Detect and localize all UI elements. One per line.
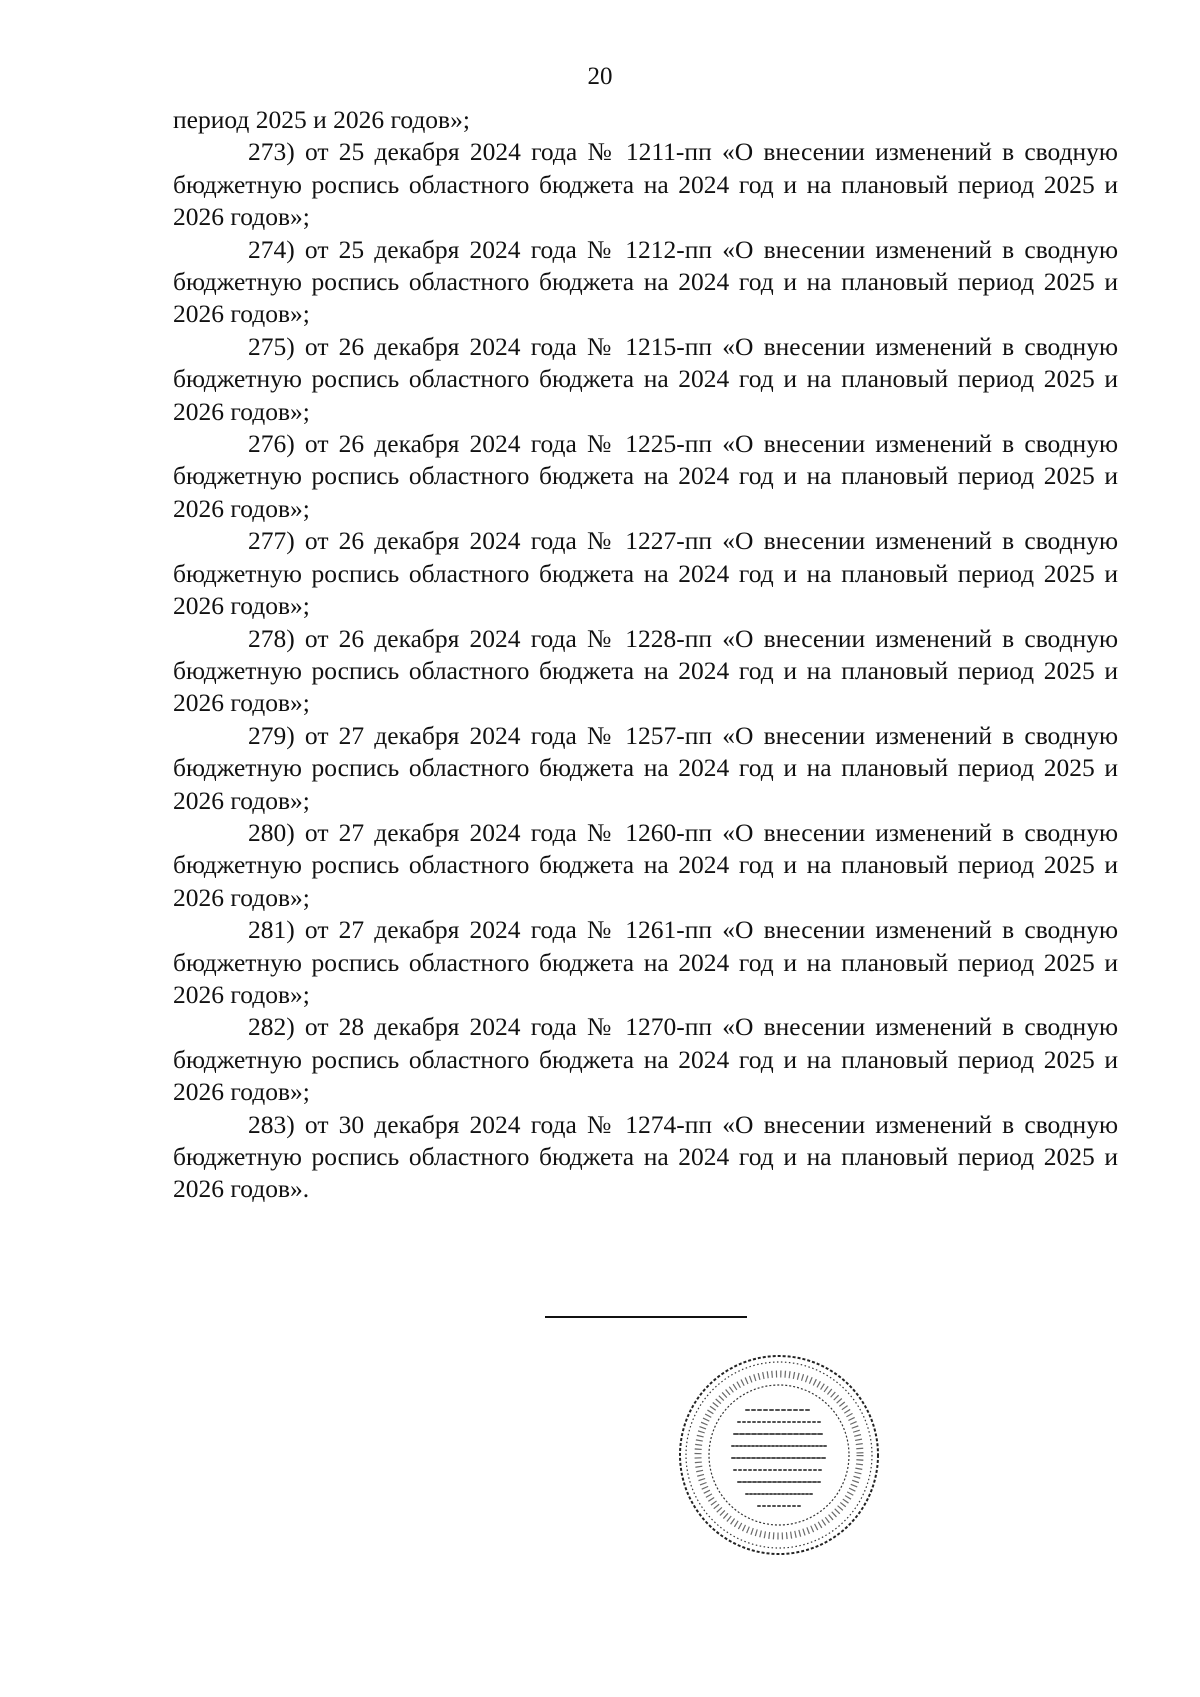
list-item: 276) от 26 декабря 2024 года № 1225-пп «О внесении изменений в сводную бюджетную роспись областного бюджета на 2024 год и на плановый период 2025 и 2026 годов»; bbox=[173, 429, 1118, 523]
seal-graphic bbox=[676, 1352, 882, 1558]
list-item: 280) от 27 декабря 2024 года № 1260-пп «О внесении изменений в сводную бюджетную роспись областного бюджета на 2024 год и на плановый период 2025 и 2026 годов»; bbox=[173, 817, 1118, 912]
list-item: 273) от 25 декабря 2024 года № 1211-пп «О внесении изменений в сводную бюджетную роспись областного бюджета на 2024 год и на плановый период 2025 и 2026 годов»; bbox=[173, 137, 1118, 232]
lead-in-text: период 2025 и 2026 годов»; bbox=[173, 105, 470, 134]
page-number: 20 bbox=[587, 63, 613, 90]
list-item: 278) от 26 декабря 2024 года № 1228-пп «О внесении изменений в сводную бюджетную роспись областного бюджета на 2024 год и на плановый период 2025 и 2026 годов»; bbox=[173, 623, 1118, 718]
list-item: 277) от 26 декабря 2024 года № 1227-пп «О внесении изменений в сводную бюджетную роспись областного бюджета на 2024 год и на плановый период 2025 и 2026 годов»; bbox=[173, 526, 1118, 621]
list-item: 279) от 27 декабря 2024 года № 1257-пп «О внесении изменений в сводную бюджетную роспись областного бюджета на 2024 год и на плановый период 2025 и 2026 годов»; bbox=[173, 720, 1118, 815]
list-item: 283) от 30 декабря 2024 года № 1274-пп «О внесении изменений в сводную бюджетную роспись областного бюджета на 2024 год и на плановый период 2025 и 2026 годов». bbox=[173, 1109, 1118, 1204]
document-body bbox=[173, 104, 1118, 1206]
list-item: 275) от 26 декабря 2024 года № 1215-пп «О внесении изменений в сводную бюджетную роспись областного бюджета на 2024 год и на плановый период 2025 и 2026 годов»; bbox=[173, 331, 1118, 426]
list-item: 282) от 28 декабря 2024 года № 1270-пп «О внесении изменений в сводную бюджетную роспись областного бюджета на 2024 год и на плановый период 2025 и 2026 годов»; bbox=[173, 1012, 1118, 1107]
list-item: 274) от 25 декабря 2024 года № 1212-пп «О внесении изменений в сводную бюджетную роспись областного бюджета на 2024 год и на плановый период 2025 и 2026 годов»; bbox=[173, 234, 1118, 329]
list-item: 281) от 27 декабря 2024 года № 1261-пп «О внесении изменений в сводную бюджетную роспись областного бюджета на 2024 год и на плановый период 2025 и 2026 годов»; bbox=[173, 915, 1118, 1009]
official-seal bbox=[676, 1352, 882, 1558]
end-divider bbox=[545, 1316, 747, 1318]
